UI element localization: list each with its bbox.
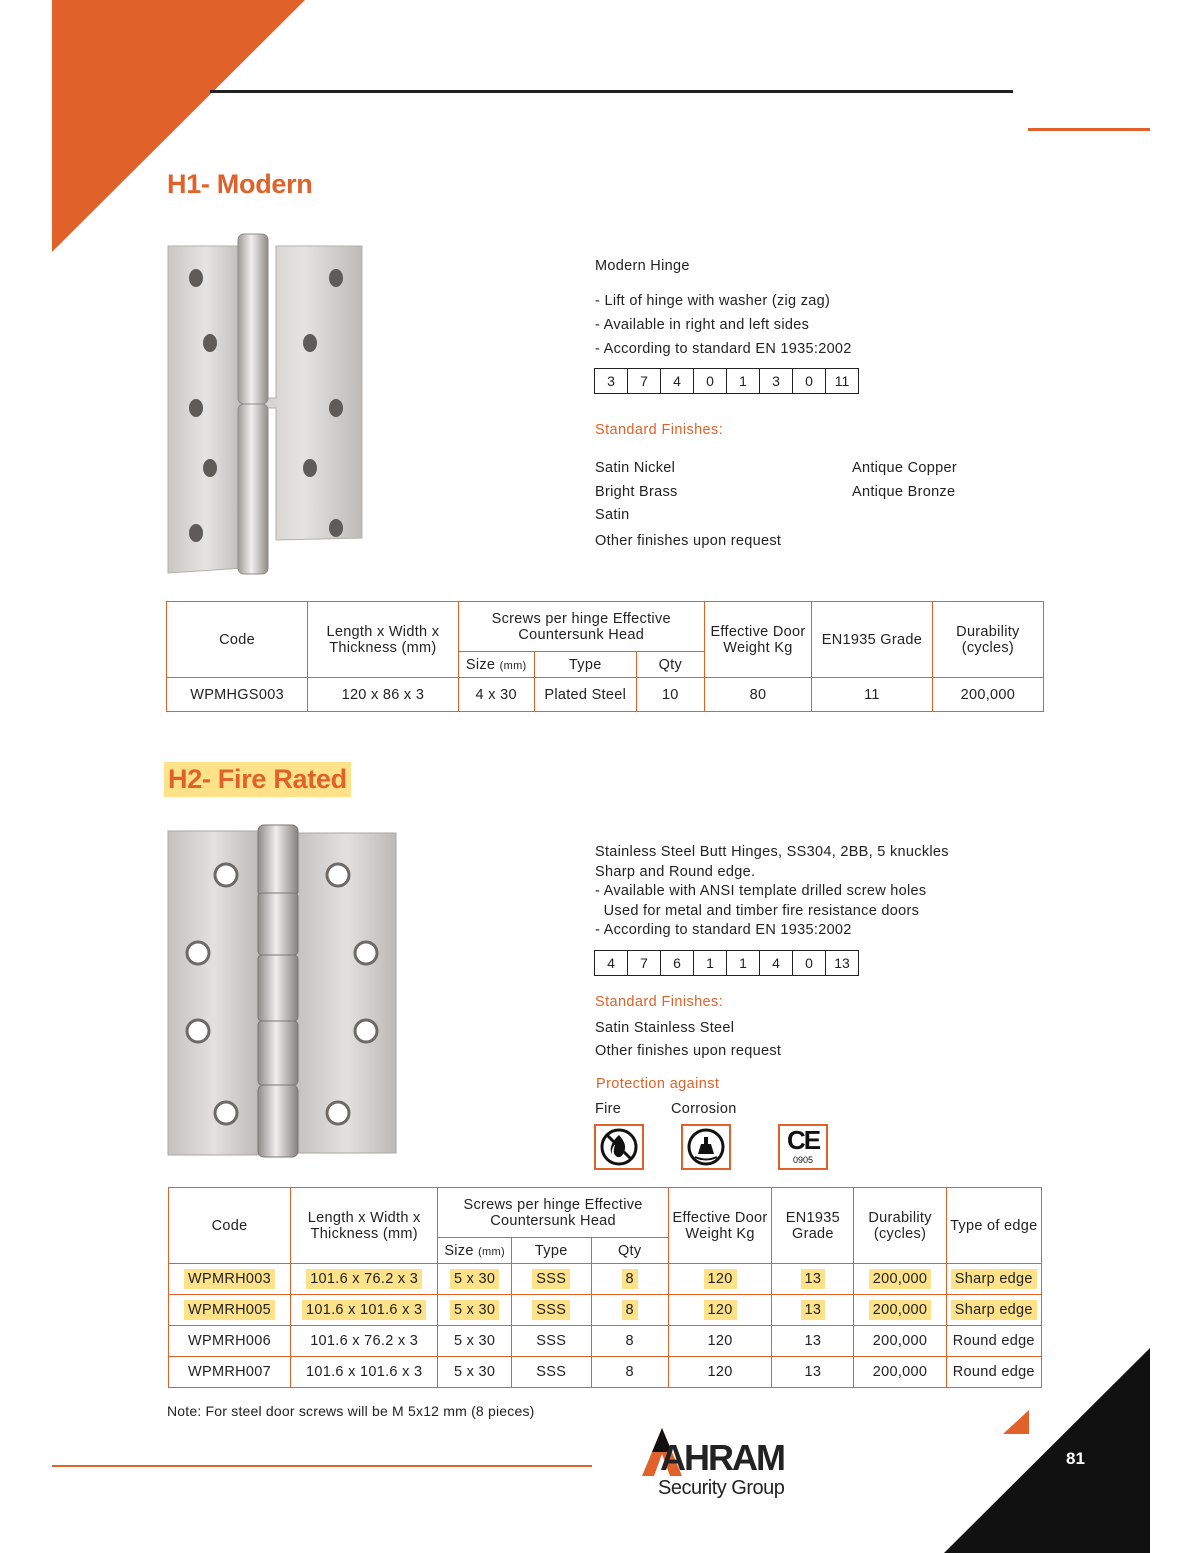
- col-header-type: Type: [534, 652, 636, 678]
- cell-dims: 101.6 x 101.6 x 3: [291, 1357, 438, 1388]
- code-digit: 3: [595, 369, 628, 393]
- cell-durability: 200,000: [854, 1357, 946, 1388]
- cell-weight: 120: [668, 1326, 772, 1357]
- cell-size: 5 x 30: [438, 1326, 512, 1357]
- cell-grade: 11: [812, 678, 933, 712]
- col-header-grade: EN1935 Grade: [812, 602, 933, 678]
- h2-section-title: H2- Fire Rated: [164, 762, 351, 797]
- cell-qty: 8: [622, 1269, 638, 1289]
- table-row: [169, 1295, 1042, 1326]
- h1-bullet: - Available in right and left sides: [595, 317, 810, 333]
- cell-code: WPMRH005: [184, 1300, 275, 1320]
- h2-desc-line: - Available with ANSI template drilled screw holes: [595, 883, 927, 899]
- col-header-type: Type: [511, 1238, 591, 1264]
- code-digit: 11: [834, 373, 850, 389]
- cell-type: SSS: [532, 1300, 570, 1320]
- code-digit: 1: [694, 951, 727, 975]
- cell-edge: Sharp edge: [951, 1269, 1037, 1289]
- table-row: [169, 1264, 1042, 1295]
- h1-section-title: H1- Modern: [167, 169, 313, 199]
- table-row: [169, 1326, 1042, 1357]
- cell-grade: 13: [801, 1269, 826, 1289]
- h1-finishes-left: [595, 457, 678, 528]
- code-digit: 0: [793, 951, 826, 975]
- cell-code: WPMRH006: [169, 1326, 291, 1357]
- h1-spec-table: [166, 601, 1044, 712]
- corner-triangle-decoration: [0, 0, 310, 252]
- h2-finishes-label: Standard Finishes:: [595, 994, 724, 1010]
- cell-size: 4 x 30: [458, 678, 534, 712]
- h2-spec-table: [168, 1187, 1042, 1388]
- modern-hinge-image: [166, 228, 364, 578]
- cell-weight: 120: [668, 1357, 772, 1388]
- col-header-edge: Type of edge: [946, 1188, 1041, 1264]
- ce-mark-text: CE: [786, 1125, 820, 1155]
- code-digit: 7: [628, 951, 661, 975]
- cell-qty: 8: [622, 1300, 638, 1320]
- fire-rated-hinge-image: [166, 823, 398, 1159]
- code-digit: 3: [760, 369, 793, 393]
- h2-desc-line: Used for metal and timber fire resistance doors: [595, 902, 920, 919]
- finish-item: Satin: [595, 507, 630, 523]
- protection-fire-label: Fire: [595, 1101, 622, 1117]
- cell-type: SSS: [511, 1326, 591, 1357]
- cell-code: WPMRH007: [169, 1357, 291, 1388]
- col-header-grade: EN1935 Grade: [772, 1188, 854, 1264]
- protection-label: Protection against: [596, 1076, 720, 1092]
- code-digit: 0: [793, 369, 826, 393]
- cell-size: 5 x 30: [450, 1269, 499, 1289]
- cell-qty: 10: [636, 678, 704, 712]
- code-digit: 4: [595, 951, 628, 975]
- h2-description: [595, 843, 949, 941]
- table-row: [167, 678, 1044, 712]
- col-header-durability: Durability (cycles): [932, 602, 1043, 678]
- h1-finishes-label: Standard Finishes:: [595, 422, 724, 438]
- finish-item: Antique Copper: [852, 460, 957, 476]
- cell-dims: 101.6 x 101.6 x 3: [302, 1300, 426, 1320]
- col-header-code: Code: [167, 602, 308, 678]
- code-digit: 0: [694, 369, 727, 393]
- ce-number: 0905: [792, 1155, 814, 1165]
- cell-size: 5 x 30: [450, 1300, 499, 1320]
- col-header-size: Size (mm): [438, 1238, 512, 1264]
- cell-dims: 120 x 86 x 3: [308, 678, 458, 712]
- cell-weight: 120: [704, 1269, 737, 1289]
- h2-desc-line: Sharp and Round edge.: [595, 863, 756, 880]
- cell-durability: 200,000: [869, 1300, 932, 1320]
- ce-mark-icon: [778, 1124, 828, 1170]
- code-digit: 1: [727, 369, 760, 393]
- h1-classification-code: [594, 368, 859, 394]
- col-header-weight: Effective Door Weight Kg: [668, 1188, 772, 1264]
- corrosion-protection-icon: [681, 1124, 731, 1170]
- col-header-qty: Qty: [591, 1238, 668, 1264]
- cell-durability: 200,000: [932, 678, 1043, 712]
- cell-code: WPMHGS003: [167, 678, 308, 712]
- col-header-durability: Durability (cycles): [854, 1188, 946, 1264]
- cell-size: 5 x 30: [438, 1357, 512, 1388]
- logo-tagline: Security Group: [658, 1477, 785, 1499]
- footer-rule: [52, 1465, 592, 1467]
- col-header-size: Size (mm): [458, 652, 534, 678]
- ahram-logo: [640, 1426, 830, 1506]
- cell-grade: 13: [801, 1300, 826, 1320]
- h2-other-finishes: Other finishes upon request: [595, 1043, 782, 1059]
- finish-item: Antique Bronze: [852, 483, 956, 500]
- corner-triangle-dark: [944, 1348, 1150, 1553]
- h1-finishes-right: [852, 457, 957, 504]
- cell-edge: Sharp edge: [951, 1300, 1037, 1320]
- code-digit: 6: [661, 951, 694, 975]
- h2-desc-line: Stainless Steel Butt Hinges, SS304, 2BB, 5 knuckles: [595, 844, 949, 860]
- h1-bullet-list: [595, 289, 852, 361]
- cell-grade: 13: [772, 1357, 854, 1388]
- cell-durability: 200,000: [854, 1326, 946, 1357]
- cell-code: WPMRH003: [184, 1269, 275, 1289]
- header-rule: [210, 90, 1013, 93]
- cell-type: Plated Steel: [534, 678, 636, 712]
- cell-weight: 120: [704, 1300, 737, 1320]
- h1-bullet: - Lift of hinge with washer (zig zag): [595, 293, 831, 309]
- code-digit: 7: [628, 369, 661, 393]
- code-digit: 13: [834, 955, 850, 971]
- col-header-code: Code: [169, 1188, 291, 1264]
- h1-other-finishes: Other finishes upon request: [595, 533, 782, 549]
- h2-classification-code: [594, 950, 859, 976]
- cell-dims: 101.6 x 76.2 x 3: [306, 1269, 422, 1289]
- col-header-weight: Effective Door Weight Kg: [704, 602, 811, 678]
- cell-qty: 8: [591, 1357, 668, 1388]
- cell-type: SSS: [511, 1357, 591, 1388]
- table-header-row: [169, 1188, 1042, 1238]
- col-header-screws: Screws per hinge Effective Countersunk Head: [438, 1188, 668, 1238]
- cell-edge: Round edge: [946, 1326, 1041, 1357]
- cell-durability: 200,000: [869, 1269, 932, 1289]
- screw-note: Note: For steel door screws will be M 5x12 mm (8 pieces): [167, 1403, 535, 1419]
- cell-edge: Round edge: [946, 1357, 1041, 1388]
- logo-wordmark: AHRAM: [660, 1437, 784, 1478]
- code-digit: 1: [727, 951, 760, 975]
- h2-desc-line: - According to standard EN 1935:2002: [595, 922, 852, 938]
- cell-weight: 80: [704, 678, 811, 712]
- col-header-screws: Screws per hinge Effective Countersunk Head: [458, 602, 704, 652]
- protection-corrosion-label: Corrosion: [671, 1101, 737, 1117]
- cell-qty: 8: [591, 1326, 668, 1357]
- code-digit: 4: [661, 369, 694, 393]
- fire-protection-icon: [594, 1124, 644, 1170]
- cell-grade: 13: [772, 1326, 854, 1357]
- col-header-qty: Qty: [636, 652, 704, 678]
- table-row: [169, 1357, 1042, 1388]
- header-accent-rule: [1028, 128, 1150, 131]
- table-header-row: [167, 602, 1044, 652]
- h1-product-name: Modern Hinge: [595, 258, 690, 274]
- page-number: 81: [1066, 1449, 1085, 1468]
- h1-bullet: - According to standard EN 1935:2002: [595, 341, 852, 357]
- finish-item: Bright Brass: [595, 483, 678, 500]
- code-digit: 4: [760, 951, 793, 975]
- cell-dims: 101.6 x 76.2 x 3: [291, 1326, 438, 1357]
- h2-finish-item: Satin Stainless Steel: [595, 1020, 735, 1036]
- finish-item: Satin Nickel: [595, 460, 676, 476]
- col-header-dims: Length x Width x Thickness (mm): [291, 1188, 438, 1264]
- col-header-dims: Length x Width x Thickness (mm): [308, 602, 458, 678]
- cell-type: SSS: [532, 1269, 570, 1289]
